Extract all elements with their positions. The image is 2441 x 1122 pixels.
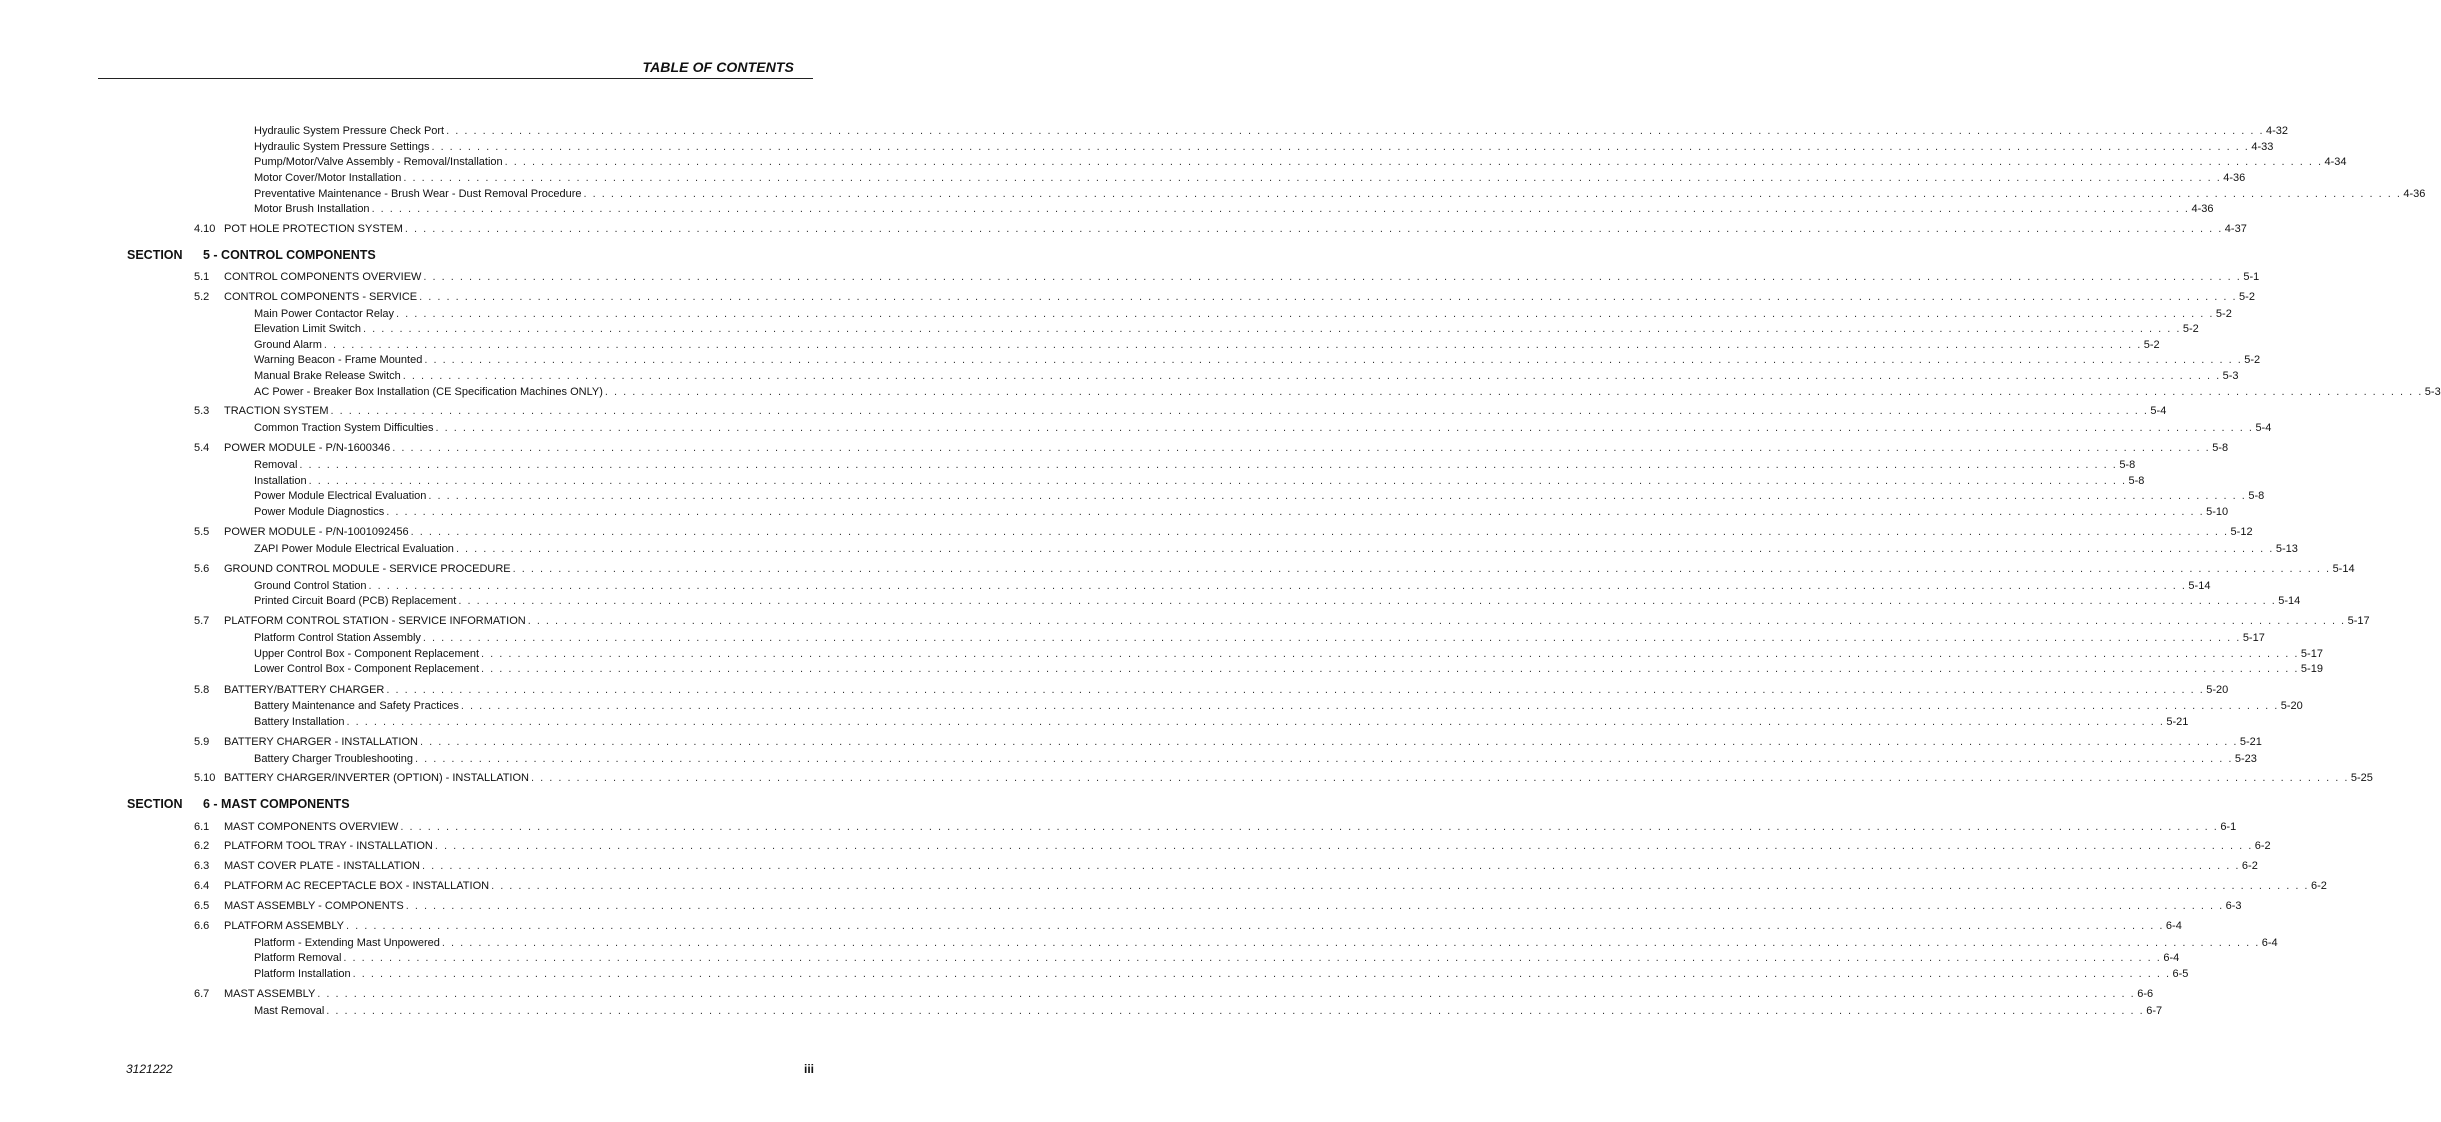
dot-leader: . . . . . . . . . . . . . . . . . . . . . . . . . . . . . . . . . . . . . . . . . . . . . . . . . . . . . . . . . . . . . . . . . . . . . . . . . . . . . . . . . . . . . . . . . . . . . . . . . . . . . . . . . . . . . . . . . . . . . . . . . . . . . . . . . . . . . . . . . . . . . . . . . . . . . . . . . . . . . . . . . . . . . . . . . . . . . . . . . . . . . . . . . . . . . . . . . . . . . . . . [512,563,2331,575]
toc-entry[interactable] [254,505,2229,520]
toc-entry-page: 5-8 [2212,442,2229,454]
toc-entry-title: MAST ASSEMBLY - COMPONENTS [224,900,404,912]
toc-entry-page: 5-14 [2188,580,2211,592]
dot-leader: . . . . . . . . . . . . . . . . . . . . . . . . . . . . . . . . . . . . . . . . . . . . . . . . . . . . . . . . . . . . . . . . . . . . . . . . . . . . . . . . . . . . . . . . . . . . . . . . . . . . . . . . . . . . . . . . . . . . . . . . . . . . . . . . . . . . . . . . . . . . . . . . . . . . . . . . . . . . . . . . . . . . . . . . . . . . . . . . . . . . . . . . . . . . . . . . . . . . . . . . [405,900,2224,912]
dot-leader: . . . . . . . . . . . . . . . . . . . . . . . . . . . . . . . . . . . . . . . . . . . . . . . . . . . . . . . . . . . . . . . . . . . . . . . . . . . . . . . . . . . . . . . . . . . . . . . . . . . . . . . . . . . . . . . . . . . . . . . . . . . . . . . . . . . . . . . . . . . . . . . . . . . . . . . . . . . . . . . . . . . . . . . . . . . . . . . . . . . . . . . . . . . . . . . . . . . . . . . . [441,937,2260,949]
toc-entry-title: PLATFORM TOOL TRAY - INSTALLATION [224,840,433,852]
dot-leader: . . . . . . . . . . . . . . . . . . . . . . . . . . . . . . . . . . . . . . . . . . . . . . . . . . . . . . . . . . . . . . . . . . . . . . . . . . . . . . . . . . . . . . . . . . . . . . . . . . . . . . . . . . . . . . . . . . . . . . . . . . . . . . . . . . . . . . . . . . . . . . . . . . . . . . . . . . . . . . . . . . . . . . . . . . . . . . . . . . . . . . . . . . . . . . . . . . . . . . . . [527,615,2346,627]
toc-entry-number: 5.1 [194,271,210,283]
toc-entry-title: PLATFORM AC RECEPTACLE BOX - INSTALLATION [224,880,490,892]
toc-entry[interactable] [194,614,2370,629]
toc-entry[interactable] [254,171,2246,186]
dot-leader: . . . . . . . . . . . . . . . . . . . . . . . . . . . . . . . . . . . . . . . . . . . . . . . . . . . . . . . . . . . . . . . . . . . . . . . . . . . . . . . . . . . . . . . . . . . . . . . . . . . . . . . . . . . . . . . . . . . . . . . . . . . . . . . . . . . . . . . . . . . . . . . . . . . . . . . . . . . . . . . . . . . . . . . . . . . . . . . . . . . . . . . . . . . . . . . . . . . . . . . . [504,156,2323,168]
toc-entry-page: 6-2 [2310,880,2327,892]
dot-leader: . . . . . . . . . . . . . . . . . . . . . . . . . . . . . . . . . . . . . . . . . . . . . . . . . . . . . . . . . . . . . . . . . . . . . . . . . . . . . . . . . . . . . . . . . . . . . . . . . . . . . . . . . . . . . . . . . . . . . . . . . . . . . . . . . . . . . . . . . . . . . . . . . . . . . . . . . . . . . . . . . . . . . . . . . . . . . . . . . . . . . . . . . . . . . . . . . . . . . . . . [431,141,2250,153]
toc-entry[interactable] [254,489,2265,504]
toc-entry-page: 6-2 [2241,860,2258,872]
toc-entry-page: 4-34 [2324,156,2347,168]
toc-entry[interactable] [254,124,2289,139]
toc-entry-page: 6-1 [2220,821,2237,833]
dot-leader: . . . . . . . . . . . . . . . . . . . . . . . . . . . . . . . . . . . . . . . . . . . . . . . . . . . . . . . . . . . . . . . . . . . . . . . . . . . . . . . . . . . . . . . . . . . . . . . . . . . . . . . . . . . . . . . . . . . . . . . . . . . . . . . . . . . . . . . . . . . . . . . . . . . . . . . . . . . . . . . . . . . . . . . . . . . . . . . . . . . . . . . . . . . . . . . . . . . . . . . . [419,291,2238,303]
section-label: SECTION [127,797,183,811]
toc-entry[interactable] [254,579,2211,594]
toc-entry-page: 5-25 [2350,772,2373,784]
toc-entry-page: 5-2 [2182,323,2199,335]
toc-entry-title: Hydraulic System Pressure Settings [254,141,430,153]
toc-entry[interactable] [194,270,2260,285]
toc-entry[interactable] [254,542,2298,557]
dot-leader: . . . . . . . . . . . . . . . . . . . . . . . . . . . . . . . . . . . . . . . . . . . . . . . . . . . . . . . . . . . . . . . . . . . . . . . . . . . . . . . . . . . . . . . . . . . . . . . . . . . . . . . . . . . . . . . . . . . . . . . . . . . . . . . . . . . . . . . . . . . . . . . . . . . . . . . . . . . . . . . . . . . . . . . . . . . . . . . . . . . . . . . . . . . . . . . . . . . . . . . . [531,772,2349,784]
toc-entry[interactable] [254,715,2189,730]
dot-leader: . . . . . . . . . . . . . . . . . . . . . . . . . . . . . . . . . . . . . . . . . . . . . . . . . . . . . . . . . . . . . . . . . . . . . . . . . . . . . . . . . . . . . . . . . . . . . . . . . . . . . . . . . . . . . . . . . . . . . . . . . . . . . . . . . . . . . . . . . . . . . . . . . . . . . . . . . . . . . . . . . . . . . . . . . . . . . . . . . . . . . . . . . . . . . . . . . . . . . . . . [419,736,2238,748]
dot-leader: . . . . . . . . . . . . . . . . . . . . . . . . . . . . . . . . . . . . . . . . . . . . . . . . . . . . . . . . . . . . . . . . . . . . . . . . . . . . . . . . . . . . . . . . . . . . . . . . . . . . . . . . . . . . . . . . . . . . . . . . . . . . . . . . . . . . . . . . . . . . . . . . . . . . . . . . . . . . . . . . . . . . . . . . . . . . . . . . . . . . . . . . . . . . . . . . . . . . . . . . [455,543,2274,555]
toc-entry-page: 5-8 [2248,490,2265,502]
toc-entry-title: BATTERY/BATTERY CHARGER [224,684,385,696]
dot-leader: . . . . . . . . . . . . . . . . . . . . . . . . . . . . . . . . . . . . . . . . . . . . . . . . . . . . . . . . . . . . . . . . . . . . . . . . . . . . . . . . . . . . . . . . . . . . . . . . . . . . . . . . . . . . . . . . . . . . . . . . . . . . . . . . . . . . . . . . . . . . . . . . . . . . . . . . . . . . . . . . . . . . . . . . . . . . . . . . . . . . . . . . . . . . . . . . . . . . . . . . [414,753,2233,765]
dot-leader: . . . . . . . . . . . . . . . . . . . . . . . . . . . . . . . . . . . . . . . . . . . . . . . . . . . . . . . . . . . . . . . . . . . . . . . . . . . . . . . . . . . . . . . . . . . . . . . . . . . . . . . . . . . . . . . . . . . . . . . . . . . . . . . . . . . . . . . . . . . . . . . . . . . . . . . . . . . . . . . . . . . . . . . . . . . . . . . . . . . . . . . . . . . . . . . . . . . . . . . . [428,490,2247,502]
toc-entry-title: Platform Removal [254,952,342,964]
toc-entry-title: CONTROL COMPONENTS - SERVICE [224,291,418,303]
toc-entry-title: Removal [254,459,298,471]
dot-leader: . . . . . . . . . . . . . . . . . . . . . . . . . . . . . . . . . . . . . . . . . . . . . . . . . . . . . . . . . . . . . . . . . . . . . . . . . . . . . . . . . . . . . . . . . . . . . . . . . . . . . . . . . . . . . . . . . . . . . . . . . . . . . . . . . . . . . . . . . . . . . . . . . . . . . . . . . . . . . . . . . . . . . . . . . . . . . . . . . . . . . . . . . . . . . . . . . . . . . . . . [434,840,2253,852]
dot-leader: . . . . . . . . . . . . . . . . . . . . . . . . . . . . . . . . . . . . . . . . . . . . . . . . . . . . . . . . . . . . . . . . . . . . . . . . . . . . . . . . . . . . . . . . . . . . . . . . . . . . . . . . . . . . . . . . . . . . . . . . . . . . . . . . . . . . . . . . . . . . . . . . . . . . . . . . . . . . . . . . . . . . . . . . . . . . . . . . . . . . . . . . . . . . . . . . . . . . . . . . [346,716,2165,728]
toc-entry-number: 5.6 [194,563,210,575]
dot-leader: . . . . . . . . . . . . . . . . . . . . . . . . . . . . . . . . . . . . . . . . . . . . . . . . . . . . . . . . . . . . . . . . . . . . . . . . . . . . . . . . . . . . . . . . . . . . . . . . . . . . . . . . . . . . . . . . . . . . . . . . . . . . . . . . . . . . . . . . . . . . . . . . . . . . . . . . . . . . . . . . . . . . . . . . . . . . . . . . . . . . . . . . . . . . . . . . . . . . . . . . [446,125,2265,137]
toc-entry-number: 5.10 [194,772,216,784]
document-number: 3121222 [126,1062,173,1076]
dot-leader: . . . . . . . . . . . . . . . . . . . . . . . . . . . . . . . . . . . . . . . . . . . . . . . . . . . . . . . . . . . . . . . . . . . . . . . . . . . . . . . . . . . . . . . . . . . . . . . . . . . . . . . . . . . . . . . . . . . . . . . . . . . . . . . . . . . . . . . . . . . . . . . . . . . . . . . . . . . . . . . . . . . . . . . . . . . . . . . . . . . . . . . . . . . . . . . . . . . . . . . . [404,223,2223,235]
toc-entry[interactable] [194,820,2237,835]
toc-entry-title: ZAPI Power Module Electrical Evaluation [254,543,454,555]
toc-entry-number: 5.2 [194,291,210,303]
page-number: iii [803,1062,814,1076]
toc-entry[interactable] [194,987,2154,1002]
toc-entry-page: 5-2 [2239,291,2255,303]
toc-entry-title: Battery Charger Troubleshooting [254,753,413,765]
toc-entry[interactable] [194,404,2167,419]
toc-entry[interactable] [194,899,2242,914]
toc-entry-page: 6-7 [2146,1005,2163,1017]
toc-entry-number: 5.3 [194,405,210,417]
toc-entry-page: 5-2 [2143,339,2160,351]
toc-entry-page: 4-36 [2223,172,2246,184]
toc-entry-page: 5-21 [2166,716,2189,728]
toc-entry-title: PLATFORM ASSEMBLY [224,920,345,932]
toc-entry-title: BATTERY CHARGER/INVERTER (OPTION) - INSTALLATION [224,772,529,784]
toc-entry-title: BATTERY CHARGER - INSTALLATION [224,736,418,748]
dot-leader: . . . . . . . . . . . . . . . . . . . . . . . . . . . . . . . . . . . . . . . . . . . . . . . . . . . . . . . . . . . . . . . . . . . . . . . . . . . . . . . . . . . . . . . . . . . . . . . . . . . . . . . . . . . . . . . . . . . . . . . . . . . . . . . . . . . . . . . . . . . . . . . . . . . . . . . . . . . . . . . . . . . . . . . . . . . . . . . . . . . . . . . . . . . . . . . . . . . . . . . . [343,952,2162,964]
toc-entry-title: Ground Alarm [254,339,322,351]
toc-entry-page: 5-8 [2128,475,2145,487]
toc-entry-title: Power Module Diagnostics [254,506,385,518]
toc-entry-page: 6-4 [2261,937,2278,949]
toc-entry-page: 6-5 [2172,968,2189,980]
dot-leader: . . . . . . . . . . . . . . . . . . . . . . . . . . . . . . . . . . . . . . . . . . . . . . . . . . . . . . . . . . . . . . . . . . . . . . . . . . . . . . . . . . . . . . . . . . . . . . . . . . . . . . . . . . . . . . . . . . . . . . . . . . . . . . . . . . . . . . . . . . . . . . . . . . . . . . . . . . . . . . . . . . . . . . . . . . . . . . . . . . . . . . . . . . . . . . . . . . . . . . . . [583,188,2402,200]
toc-entry[interactable] [254,353,2261,368]
toc-entry[interactable] [194,771,2373,786]
toc-entry[interactable] [194,525,2253,540]
toc-entry-title: POWER MODULE - P/N-1001092456 [224,526,409,538]
toc-entry-page: 4-36 [2403,188,2426,200]
toc-entry-title: Battery Installation [254,716,345,728]
toc-entry[interactable] [254,155,2347,170]
toc-entry[interactable] [194,735,2262,750]
toc-entry[interactable] [254,421,2272,436]
dot-leader: . . . . . . . . . . . . . . . . . . . . . . . . . . . . . . . . . . . . . . . . . . . . . . . . . . . . . . . . . . . . . . . . . . . . . . . . . . . . . . . . . . . . . . . . . . . . . . . . . . . . . . . . . . . . . . . . . . . . . . . . . . . . . . . . . . . . . . . . . . . . . . . . . . . . . . . . . . . . . . . . . . . . . . . . . . . . . . . . . . . . . . . . . . . . . . . . . . . . . . . . [386,684,2205,696]
dot-leader: . . . . . . . . . . . . . . . . . . . . . . . . . . . . . . . . . . . . . . . . . . . . . . . . . . . . . . . . . . . . . . . . . . . . . . . . . . . . . . . . . . . . . . . . . . . . . . . . . . . . . . . . . . . . . . . . . . . . . . . . . . . . . . . . . . . . . . . . . . . . . . . . . . . . . . . . . . . . . . . . . . . . . . . . . . . . . . . . . . . . . . . . . . . . . . . . . . . . . . . . [392,442,2211,454]
toc-entry[interactable] [194,562,2355,577]
toc-entry[interactable] [254,369,2239,384]
toc-entry[interactable] [254,1004,2163,1019]
toc-entry-page: 4-37 [2224,223,2247,235]
toc-entry-title: Battery Maintenance and Safety Practices [254,700,459,712]
toc-entry-page: 5-3 [2424,386,2441,398]
dot-leader: . . . . . . . . . . . . . . . . . . . . . . . . . . . . . . . . . . . . . . . . . . . . . . . . . . . . . . . . . . . . . . . . . . . . . . . . . . . . . . . . . . . . . . . . . . . . . . . . . . . . . . . . . . . . . . . . . . . . . . . . . . . . . . . . . . . . . . . . . . . . . . . . . . . . . . . . . . . . . . . . . . . . . . . . . . . . . . . . . . . . . . . . . . . . . . . . . . . . . . . . [400,821,2219,833]
toc-entry-title: PLATFORM CONTROL STATION - SERVICE INFORMATION [224,615,526,627]
toc-entry[interactable] [254,385,2441,400]
toc-entry[interactable] [254,936,2278,951]
dot-leader: . . . . . . . . . . . . . . . . . . . . . . . . . . . . . . . . . . . . . . . . . . . . . . . . . . . . . . . . . . . . . . . . . . . . . . . . . . . . . . . . . . . . . . . . . . . . . . . . . . . . . . . . . . . . . . . . . . . . . . . . . . . . . . . . . . . . . . . . . . . . . . . . . . . . . . . . . . . . . . . . . . . . . . . . . . . . . . . . . . . . . . . . . . . . . . . . . . . . . . . . [422,860,2240,872]
section-title: 5 - CONTROL COMPONENTS [203,248,376,262]
toc-entry-title: Manual Brake Release Switch [254,370,401,382]
toc-entry[interactable] [194,290,2255,305]
toc-entry-title: Installation [254,475,307,487]
dot-leader: . . . . . . . . . . . . . . . . . . . . . . . . . . . . . . . . . . . . . . . . . . . . . . . . . . . . . . . . . . . . . . . . . . . . . . . . . . . . . . . . . . . . . . . . . . . . . . . . . . . . . . . . . . . . . . . . . . . . . . . . . . . . . . . . . . . . . . . . . . . . . . . . . . . . . . . . . . . . . . . . . . . . . . . . . . . . . . . . . . . . . . . . . . . . . . . . . . . . . . . . [363,323,2181,335]
toc-entry-page: 5-14 [2278,595,2301,607]
section-label: SECTION [127,248,183,262]
toc-entry-page: 6-6 [2137,988,2154,1000]
section-title: 6 - MAST COMPONENTS [203,797,350,811]
toc-entry-title: Preventative Maintenance - Brush Wear - Dust Removal Procedure [254,188,582,200]
toc-entry[interactable] [254,967,2189,982]
toc-entry-title: Ground Control Station [254,580,367,592]
toc-entry[interactable] [254,594,2301,609]
dot-leader: . . . . . . . . . . . . . . . . . . . . . . . . . . . . . . . . . . . . . . . . . . . . . . . . . . . . . . . . . . . . . . . . . . . . . . . . . . . . . . . . . . . . . . . . . . . . . . . . . . . . . . . . . . . . . . . . . . . . . . . . . . . . . . . . . . . . . . . . . . . . . . . . . . . . . . . . . . . . . . . . . . . . . . . . . . . . . . . . . . . . . . . . . . . . . . . . . . . . . . . . [352,968,2171,980]
toc-entry-number: 5.4 [194,442,210,454]
toc-entry[interactable] [254,699,2303,714]
toc-entry-page: 5-17 [2242,632,2265,644]
page-header-title: TABLE OF CONTENTS [642,59,794,75]
toc-entry[interactable] [194,441,2229,456]
toc-entry-title: Lower Control Box - Component Replacement [254,663,480,675]
toc-entry-page: 5-12 [2230,526,2253,538]
toc-entry-page: 6-3 [2225,900,2242,912]
toc-entry-title: Platform - Extending Mast Unpowered [254,937,440,949]
toc-entry[interactable] [254,202,2214,217]
toc-entry-page: 6-4 [2163,952,2180,964]
toc-entry-page: 5-10 [2206,506,2229,518]
dot-leader: . . . . . . . . . . . . . . . . . . . . . . . . . . . . . . . . . . . . . . . . . . . . . . . . . . . . . . . . . . . . . . . . . . . . . . . . . . . . . . . . . . . . . . . . . . . . . . . . . . . . . . . . . . . . . . . . . . . . . . . . . . . . . . . . . . . . . . . . . . . . . . . . . . . . . . . . . . . . . . . . . . . . . . . . . . . . . . . . . . . . . . . . . . . . . . . . . . . . . . . . [308,475,2127,487]
toc-entry[interactable] [254,647,2323,662]
toc-entry[interactable] [194,683,2229,698]
toc-entry-page: 5-14 [2332,563,2355,575]
toc-entry-number: 6.4 [194,880,210,892]
dot-leader: . . . . . . . . . . . . . . . . . . . . . . . . . . . . . . . . . . . . . . . . . . . . . . . . . . . . . . . . . . . . . . . . . . . . . . . . . . . . . . . . . . . . . . . . . . . . . . . . . . . . . . . . . . . . . . . . . . . . . . . . . . . . . . . . . . . . . . . . . . . . . . . . . . . . . . . . . . . . . . . . . . . . . . . . . . . . . . . . . . . . . . . . . . . . . . . . . . . . . . . . [481,663,2299,675]
toc-entry-page: 5-2 [2244,354,2261,366]
toc-entry-title: MAST ASSEMBLY [224,988,316,1000]
dot-leader: . . . . . . . . . . . . . . . . . . . . . . . . . . . . . . . . . . . . . . . . . . . . . . . . . . . . . . . . . . . . . . . . . . . . . . . . . . . . . . . . . . . . . . . . . . . . . . . . . . . . . . . . . . . . . . . . . . . . . . . . . . . . . . . . . . . . . . . . . . . . . . . . . . . . . . . . . . . . . . . . . . . . . . . . . . . . . . . . . . . . . . . . . . . . . . . . . . . . . . . . [386,506,2205,518]
toc-entry-page: 5-23 [2234,753,2257,765]
dot-leader: . . . . . . . . . . . . . . . . . . . . . . . . . . . . . . . . . . . . . . . . . . . . . . . . . . . . . . . . . . . . . . . . . . . . . . . . . . . . . . . . . . . . . . . . . . . . . . . . . . . . . . . . . . . . . . . . . . . . . . . . . . . . . . . . . . . . . . . . . . . . . . . . . . . . . . . . . . . . . . . . . . . . . . . . . . . . . . . . . . . . . . . . . . . . . . . . . . . . . . . . [460,700,2279,712]
toc-entry-title: Upper Control Box - Component Replacement [254,648,480,660]
toc-entry-title: POWER MODULE - P/N-1600346 [224,442,391,454]
toc-entry-title: Mast Removal [254,1005,325,1017]
toc-entry-page: 6-4 [2165,920,2182,932]
toc-entry-page: 5-3 [2222,370,2239,382]
toc-entry-title: TRACTION SYSTEM [224,405,329,417]
dot-leader: . . . . . . . . . . . . . . . . . . . . . . . . . . . . . . . . . . . . . . . . . . . . . . . . . . . . . . . . . . . . . . . . . . . . . . . . . . . . . . . . . . . . . . . . . . . . . . . . . . . . . . . . . . . . . . . . . . . . . . . . . . . . . . . . . . . . . . . . . . . . . . . . . . . . . . . . . . . . . . . . . . . . . . . . . . . . . . . . . . . . . . . . . . . . . . . . . . . . . . . . [424,354,2243,366]
toc-entry-title: Platform Control Station Assembly [254,632,421,644]
toc-entry[interactable] [194,859,2258,874]
toc-entry-number: 5.8 [194,684,210,696]
dot-leader: . . . . . . . . . . . . . . . . . . . . . . . . . . . . . . . . . . . . . . . . . . . . . . . . . . . . . . . . . . . . . . . . . . . . . . . . . . . . . . . . . . . . . . . . . . . . . . . . . . . . . . . . . . . . . . . . . . . . . . . . . . . . . . . . . . . . . . . . . . . . . . . . . . . . . . . . . . . . . . . . . . . . . . . . . . . . . . . . . . . . . . . . . . . . . . . . . . . . . . . . [330,405,2149,417]
toc-entry-title: Elevation Limit Switch [254,323,361,335]
toc-entry[interactable] [254,307,2232,322]
dot-leader: . . . . . . . . . . . . . . . . . . . . . . . . . . . . . . . . . . . . . . . . . . . . . . . . . . . . . . . . . . . . . . . . . . . . . . . . . . . . . . . . . . . . . . . . . . . . . . . . . . . . . . . . . . . . . . . . . . . . . . . . . . . . . . . . . . . . . . . . . . . . . . . . . . . . . . . . . . . . . . . . . . . . . . . . . . . . . . . . . . . . . . . . . . . . . . . . . . . . . . . . [481,648,2299,660]
dot-leader: . . . . . . . . . . . . . . . . . . . . . . . . . . . . . . . . . . . . . . . . . . . . . . . . . . . . . . . . . . . . . . . . . . . . . . . . . . . . . . . . . . . . . . . . . . . . . . . . . . . . . . . . . . . . . . . . . . . . . . . . . . . . . . . . . . . . . . . . . . . . . . . . . . . . . . . . . . . . . . . . . . . . . . . . . . . . . . . . . . . . . . . . . . . . . . . . . . . . . . . . [403,172,2222,184]
toc-entry-title: Pump/Motor/Valve Assembly - Removal/Installation [254,156,503,168]
dot-leader: . . . . . . . . . . . . . . . . . . . . . . . . . . . . . . . . . . . . . . . . . . . . . . . . . . . . . . . . . . . . . . . . . . . . . . . . . . . . . . . . . . . . . . . . . . . . . . . . . . . . . . . . . . . . . . . . . . . . . . . . . . . . . . . . . . . . . . . . . . . . . . . . . . . . . . . . . . . . . . . . . . . . . . . . . . . . . . . . . . . . . . . . . . . . . . . . . . . . . . . . [423,271,2242,283]
toc-entry-page: 5-2 [2215,308,2232,320]
dot-leader: . . . . . . . . . . . . . . . . . . . . . . . . . . . . . . . . . . . . . . . . . . . . . . . . . . . . . . . . . . . . . . . . . . . . . . . . . . . . . . . . . . . . . . . . . . . . . . . . . . . . . . . . . . . . . . . . . . . . . . . . . . . . . . . . . . . . . . . . . . . . . . . . . . . . . . . . . . . . . . . . . . . . . . . . . . . . . . . . . . . . . . . . . . . . . . . . . . . . . . . . [326,1005,2145,1017]
toc-entry-page: 5-13 [2275,543,2298,555]
toc-entry-number: 5.5 [194,526,210,538]
toc-entry-title: Warning Beacon - Frame Mounted [254,354,423,366]
toc-entry-number: 5.9 [194,736,210,748]
toc-entry-title: GROUND CONTROL MODULE - SERVICE PROCEDURE [224,563,511,575]
toc-entry[interactable] [254,187,2426,202]
dot-leader: . . . . . . . . . . . . . . . . . . . . . . . . . . . . . . . . . . . . . . . . . . . . . . . . . . . . . . . . . . . . . . . . . . . . . . . . . . . . . . . . . . . . . . . . . . . . . . . . . . . . . . . . . . . . . . . . . . . . . . . . . . . . . . . . . . . . . . . . . . . . . . . . . . . . . . . . . . . . . . . . . . . . . . . . . . . . . . . . . . . . . . . . . . . . . . . . . . . . . . . . [396,308,2214,320]
toc-entry[interactable] [254,631,2265,646]
toc-entry-title: Main Power Contactor Relay [254,308,395,320]
dot-leader: . . . . . . . . . . . . . . . . . . . . . . . . . . . . . . . . . . . . . . . . . . . . . . . . . . . . . . . . . . . . . . . . . . . . . . . . . . . . . . . . . . . . . . . . . . . . . . . . . . . . . . . . . . . . . . . . . . . . . . . . . . . . . . . . . . . . . . . . . . . . . . . . . . . . . . . . . . . . . . . . . . . . . . . . . . . . . . . . . . . . . . . . . . . . . . . . . . . . . . . . [435,422,2254,434]
toc-entry-page: 4-33 [2251,141,2274,153]
toc-entry-page: 5-17 [2300,648,2323,660]
toc-entry-number: 6.1 [194,821,210,833]
toc-entry-title: MAST COVER PLATE - INSTALLATION [224,860,421,872]
toc-entry[interactable] [254,140,2274,155]
dot-leader: . . . . . . . . . . . . . . . . . . . . . . . . . . . . . . . . . . . . . . . . . . . . . . . . . . . . . . . . . . . . . . . . . . . . . . . . . . . . . . . . . . . . . . . . . . . . . . . . . . . . . . . . . . . . . . . . . . . . . . . . . . . . . . . . . . . . . . . . . . . . . . . . . . . . . . . . . . . . . . . . . . . . . . . . . . . . . . . . . . . . . . . . . . . . . . . . . . . . . . . . [402,370,2221,382]
toc-entry-title: Power Module Electrical Evaluation [254,490,427,502]
dot-leader: . . . . . . . . . . . . . . . . . . . . . . . . . . . . . . . . . . . . . . . . . . . . . . . . . . . . . . . . . . . . . . . . . . . . . . . . . . . . . . . . . . . . . . . . . . . . . . . . . . . . . . . . . . . . . . . . . . . . . . . . . . . . . . . . . . . . . . . . . . . . . . . . . . . . . . . . . . . . . . . . . . . . . . . . . . . . . . . . . . . . . . . . . . . . . . . . . . . . . . . . [410,526,2229,538]
toc-entry[interactable] [254,322,2199,337]
toc-entry-page: 5-17 [2347,615,2370,627]
toc-entry[interactable] [254,474,2145,489]
dot-leader: . . . . . . . . . . . . . . . . . . . . . . . . . . . . . . . . . . . . . . . . . . . . . . . . . . . . . . . . . . . . . . . . . . . . . . . . . . . . . . . . . . . . . . . . . . . . . . . . . . . . . . . . . . . . . . . . . . . . . . . . . . . . . . . . . . . . . . . . . . . . . . . . . . . . . . . . . . . . . . . . . . . . . . . . . . . . . . . . . . . . . . . . . . . . . . . . . . . . . . . . [371,203,2190,215]
toc-entry-title: CONTROL COMPONENTS OVERVIEW [224,271,422,283]
dot-leader: . . . . . . . . . . . . . . . . . . . . . . . . . . . . . . . . . . . . . . . . . . . . . . . . . . . . . . . . . . . . . . . . . . . . . . . . . . . . . . . . . . . . . . . . . . . . . . . . . . . . . . . . . . . . . . . . . . . . . . . . . . . . . . . . . . . . . . . . . . . . . . . . . . . . . . . . . . . . . . . . . . . . . . . . . . . . . . . . . . . . . . . . . . . . . . . . . . . . . . . . [299,459,2118,471]
toc-entry-number: 6.2 [194,840,210,852]
dot-leader: . . . . . . . . . . . . . . . . . . . . . . . . . . . . . . . . . . . . . . . . . . . . . . . . . . . . . . . . . . . . . . . . . . . . . . . . . . . . . . . . . . . . . . . . . . . . . . . . . . . . . . . . . . . . . . . . . . . . . . . . . . . . . . . . . . . . . . . . . . . . . . . . . . . . . . . . . . . . . . . . . . . . . . . . . . . . . . . . . . . . . . . . . . . . . . . . . . . . . . . . [422,632,2241,644]
toc-entry-page: 4-32 [2266,125,2289,137]
dot-leader: . . . . . . . . . . . . . . . . . . . . . . . . . . . . . . . . . . . . . . . . . . . . . . . . . . . . . . . . . . . . . . . . . . . . . . . . . . . . . . . . . . . . . . . . . . . . . . . . . . . . . . . . . . . . . . . . . . . . . . . . . . . . . . . . . . . . . . . . . . . . . . . . . . . . . . . . . . . . . . . . . . . . . . . . . . . . . . . . . . . . . . . . . . . . . . . . . . . . . . . . [323,339,2142,351]
toc-entry-page: 5-4 [2255,422,2272,434]
toc-entry[interactable] [194,879,2327,894]
toc-entry-title: POT HOLE PROTECTION SYSTEM [224,223,403,235]
toc-entry-title: Common Traction System Difficulties [254,422,434,434]
toc-entry[interactable] [194,919,2182,934]
toc-entry-number: 6.6 [194,920,210,932]
toc-entry-page: 5-19 [2300,663,2323,675]
toc-entry[interactable] [254,662,2323,677]
toc-entry-page: 6-2 [2254,840,2271,852]
toc-entry[interactable] [194,222,2247,237]
toc-entry[interactable] [254,338,2160,353]
toc-entry-title: Platform Installation [254,968,351,980]
toc-entry-title: AC Power - Breaker Box Installation (CE Specification Machines ONLY) [254,386,603,398]
toc-entry[interactable] [194,839,2271,854]
toc-entry-number: 6.5 [194,900,210,912]
dot-leader: . . . . . . . . . . . . . . . . . . . . . . . . . . . . . . . . . . . . . . . . . . . . . . . . . . . . . . . . . . . . . . . . . . . . . . . . . . . . . . . . . . . . . . . . . . . . . . . . . . . . . . . . . . . . . . . . . . . . . . . . . . . . . . . . . . . . . . . . . . . . . . . . . . . . . . . . . . . . . . . . . . . . . . . . . . . . . . . . . . . . . . . . . . . . . . . . . . . . . . . . [368,580,2187,592]
toc-entry-title: Printed Circuit Board (PCB) Replacement [254,595,457,607]
toc-entry-page: 5-20 [2206,684,2229,696]
dot-leader: . . . . . . . . . . . . . . . . . . . . . . . . . . . . . . . . . . . . . . . . . . . . . . . . . . . . . . . . . . . . . . . . . . . . . . . . . . . . . . . . . . . . . . . . . . . . . . . . . . . . . . . . . . . . . . . . . . . . . . . . . . . . . . . . . . . . . . . . . . . . . . . . . . . . . . . . . . . . . . . . . . . . . . . . . . . . . . . . . . . . . . . . . . . . . . . . . . . . . . . . [346,920,2164,932]
toc-entry-page: 5-1 [2243,271,2260,283]
toc-entry-title: MAST COMPONENTS OVERVIEW [224,821,399,833]
dot-leader: . . . . . . . . . . . . . . . . . . . . . . . . . . . . . . . . . . . . . . . . . . . . . . . . . . . . . . . . . . . . . . . . . . . . . . . . . . . . . . . . . . . . . . . . . . . . . . . . . . . . . . . . . . . . . . . . . . . . . . . . . . . . . . . . . . . . . . . . . . . . . . . . . . . . . . . . . . . . . . . . . . . . . . . . . . . . . . . . . . . . . . . . . . . . . . . . . . . . . . . . [317,988,2136,1000]
toc-entry-page: 5-21 [2239,736,2262,748]
dot-leader: . . . . . . . . . . . . . . . . . . . . . . . . . . . . . . . . . . . . . . . . . . . . . . . . . . . . . . . . . . . . . . . . . . . . . . . . . . . . . . . . . . . . . . . . . . . . . . . . . . . . . . . . . . . . . . . . . . . . . . . . . . . . . . . . . . . . . . . . . . . . . . . . . . . . . . . . . . . . . . . . . . . . . . . . . . . . . . . . . . . . . . . . . . . . . . . . . . . . . . . . [491,880,2309,892]
toc-entry-page: 4-36 [2191,203,2214,215]
toc-entry-number: 6.3 [194,860,210,872]
toc-entry-number: 5.7 [194,615,210,627]
toc-entry-title: Hydraulic System Pressure Check Port [254,125,445,137]
toc-entry-page: 5-4 [2150,405,2167,417]
toc-entry[interactable] [254,951,2180,966]
toc-entry-title: Motor Brush Installation [254,203,370,215]
toc-entry[interactable] [254,752,2257,767]
toc-entry-number: 4.10 [194,223,216,235]
toc-entry-page: 5-20 [2280,700,2303,712]
toc-entry-number: 6.7 [194,988,210,1000]
dot-leader: . . . . . . . . . . . . . . . . . . . . . . . . . . . . . . . . . . . . . . . . . . . . . . . . . . . . . . . . . . . . . . . . . . . . . . . . . . . . . . . . . . . . . . . . . . . . . . . . . . . . . . . . . . . . . . . . . . . . . . . . . . . . . . . . . . . . . . . . . . . . . . . . . . . . . . . . . . . . . . . . . . . . . . . . . . . . . . . . . . . . . . . . . . . . . . . . . . . . . . . . [604,386,2423,398]
toc-entry[interactable] [254,458,2136,473]
toc-entry-title: Motor Cover/Motor Installation [254,172,402,184]
toc-entry-page: 5-8 [2119,459,2136,471]
dot-leader: . . . . . . . . . . . . . . . . . . . . . . . . . . . . . . . . . . . . . . . . . . . . . . . . . . . . . . . . . . . . . . . . . . . . . . . . . . . . . . . . . . . . . . . . . . . . . . . . . . . . . . . . . . . . . . . . . . . . . . . . . . . . . . . . . . . . . . . . . . . . . . . . . . . . . . . . . . . . . . . . . . . . . . . . . . . . . . . . . . . . . . . . . . . . . . . . . . . . . . . . [458,595,2277,607]
